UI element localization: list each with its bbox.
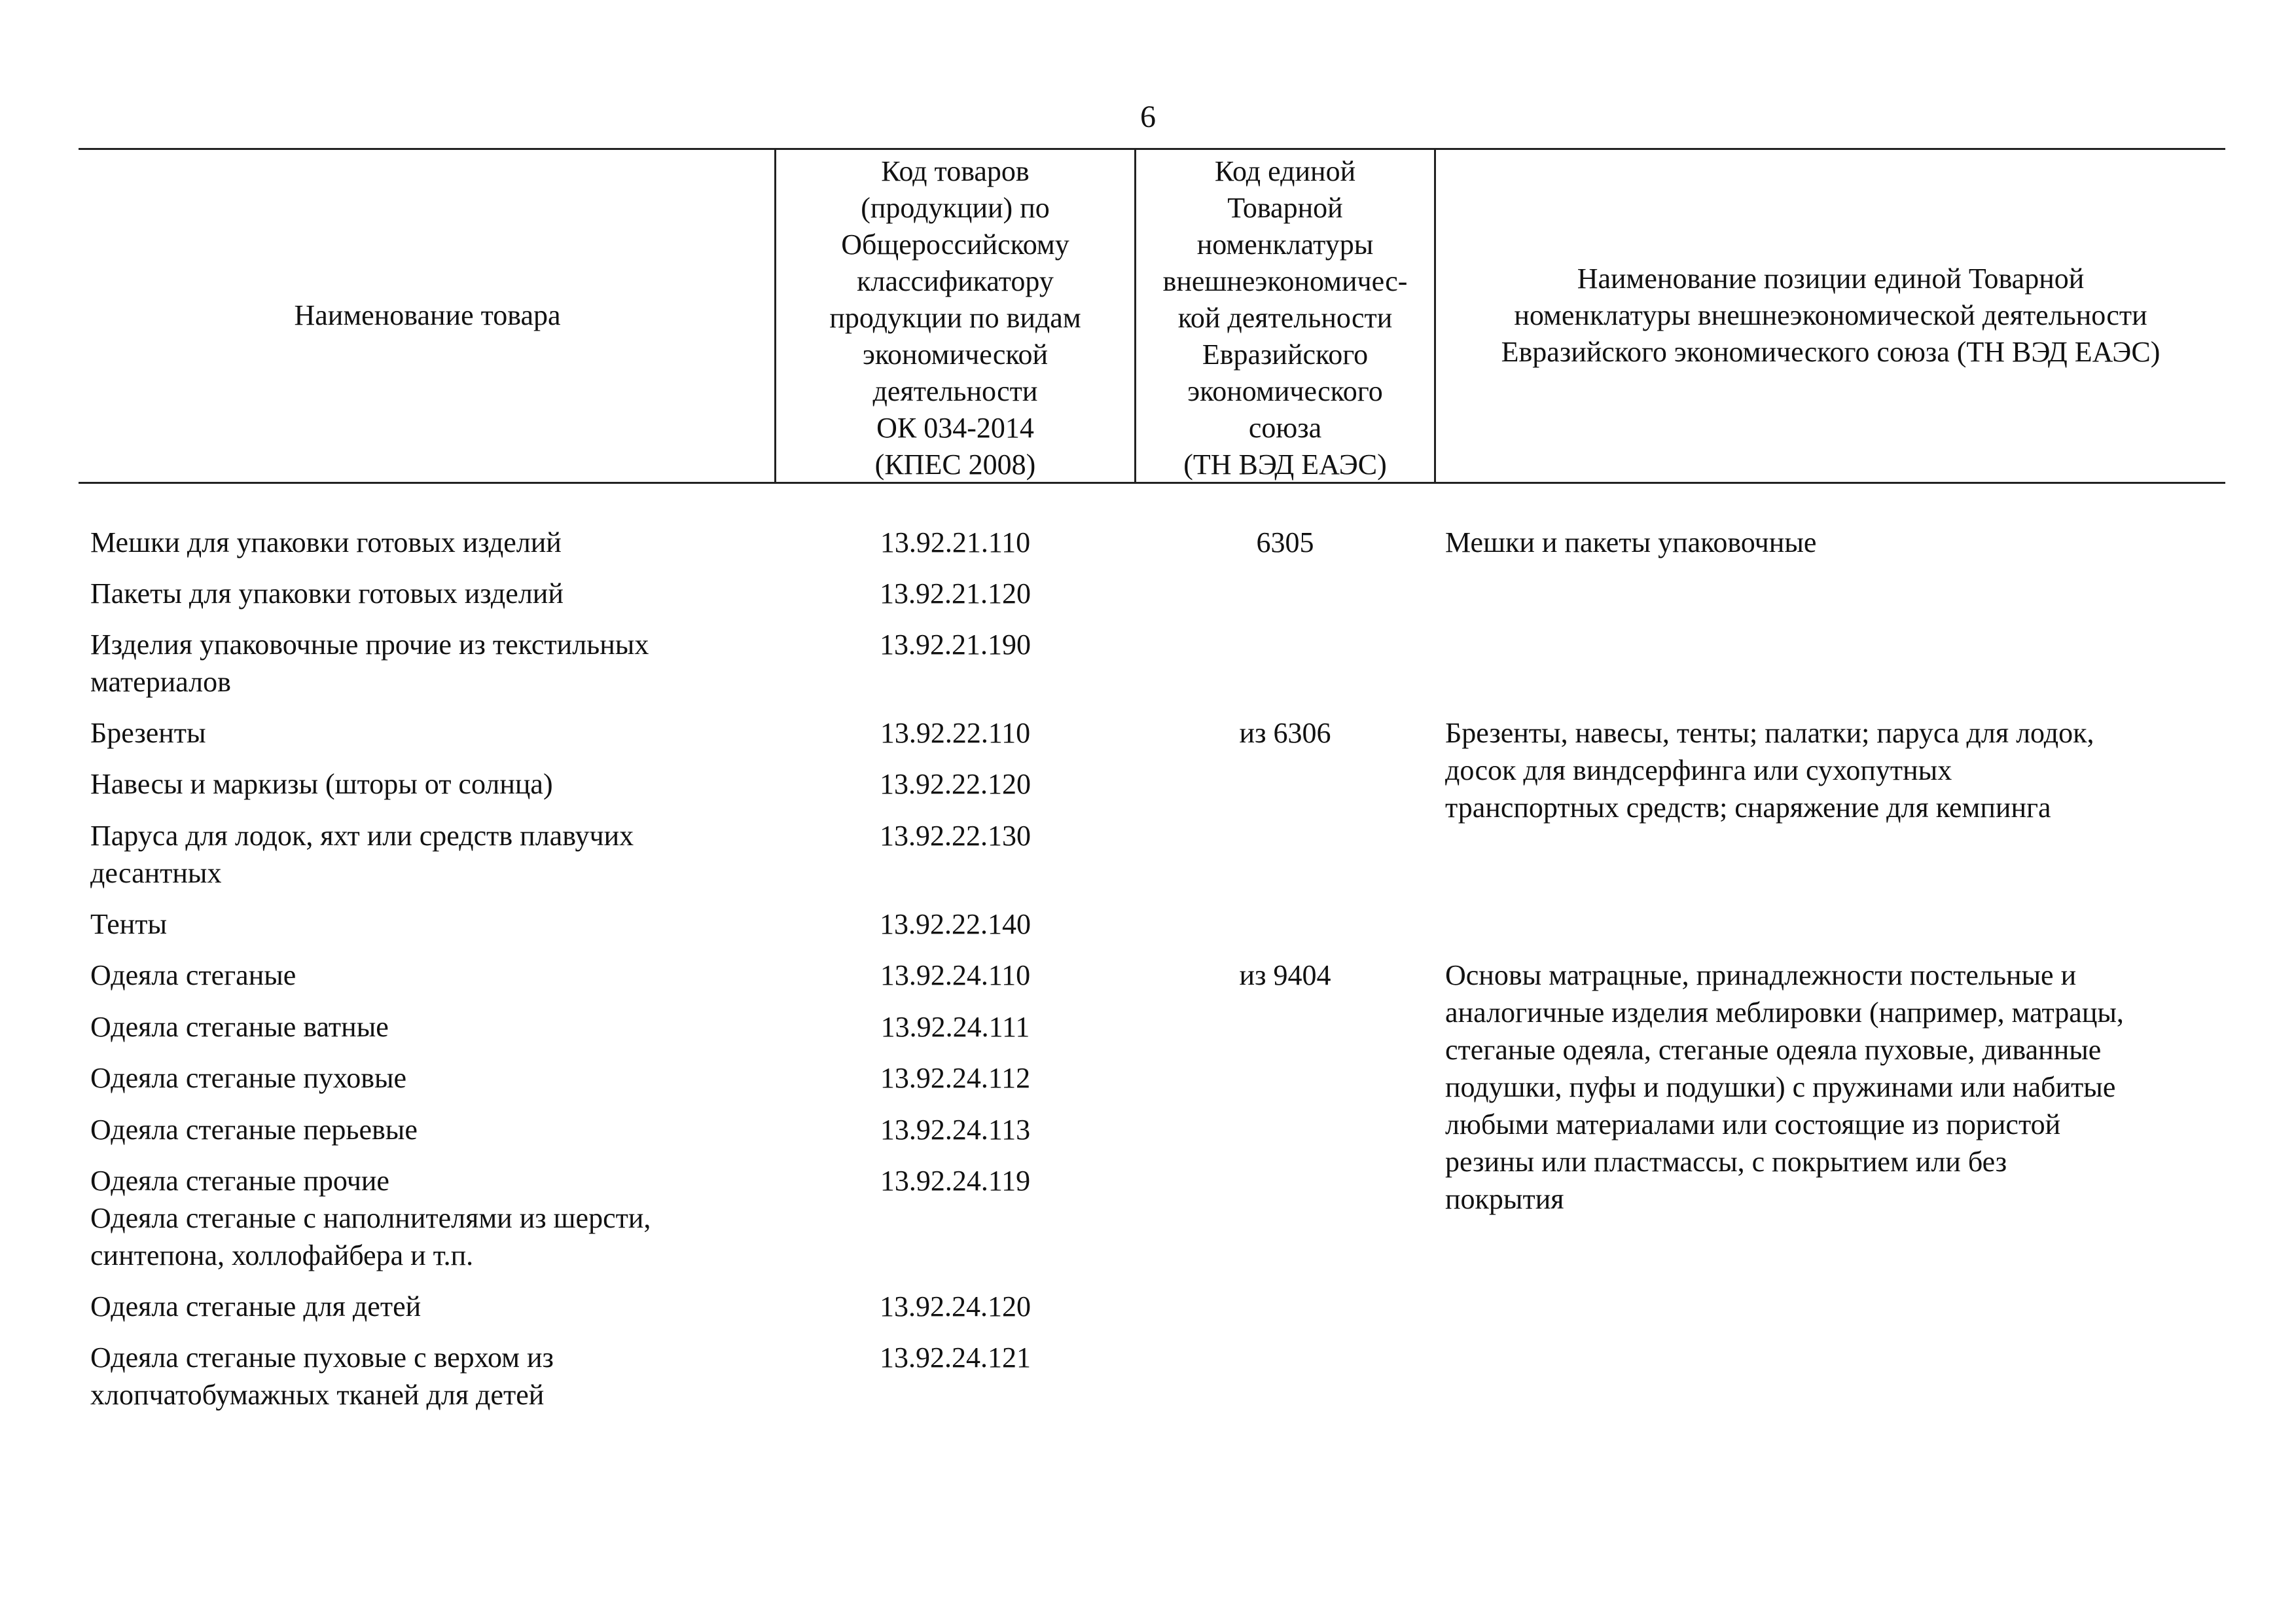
table-row-name: Одеяла стеганые для детей bbox=[90, 1290, 422, 1322]
table-row-name: Одеяла стеганые перьевые bbox=[90, 1114, 418, 1146]
table-row-okpd: 13.92.24.113 bbox=[880, 1114, 1031, 1146]
table-row-name: Одеяла стеганые пуховые с верхом из хлопчатобумажных тканей для детей bbox=[90, 1341, 554, 1411]
table-row-name: Мешки для упаковки готовых изделий bbox=[90, 526, 562, 558]
table-row-okpd: 13.92.24.110 bbox=[880, 959, 1031, 991]
group-tnved-description: Основы матрацные, принадлежности постельные и аналогичные изделия меблировки (например, матрацы, стеганые одеяла, стеганые одеяла пуховые, диванные подушки, пуфы и подушки) с пружинами или набитые любыми материалами или состоящие из пористой резины или пластмассы, с покрытием или без покрытия bbox=[1445, 959, 2124, 1215]
table-row-name: Одеяла стеганые ватные bbox=[90, 1011, 389, 1043]
table-row-okpd: 13.92.22.140 bbox=[880, 908, 1031, 940]
table-row-okpd: 13.92.24.121 bbox=[880, 1341, 1031, 1374]
table-row-name: Паруса для лодок, яхт или средств плавучих десантных bbox=[90, 820, 634, 889]
table-row-name: Одеяла стеганые пуховые bbox=[90, 1062, 407, 1094]
group-tnved-description: Брезенты, навесы, тенты; палатки; паруса для лодок, досок для виндсерфинга или сухопутных транспортных средств; снаряжение для кемпинга bbox=[1445, 717, 2094, 824]
group-tnved-code: из 9404 bbox=[1239, 959, 1331, 991]
table-row-name: Брезенты bbox=[90, 717, 206, 749]
group-tnved-code: 6305 bbox=[1256, 526, 1314, 558]
table-row-name: Тенты bbox=[90, 908, 168, 940]
table-row-okpd: 13.92.22.120 bbox=[880, 768, 1031, 800]
table-row-okpd: 13.92.24.112 bbox=[880, 1062, 1031, 1094]
table-row-name: Изделия упаковочные прочие из текстильных материалов bbox=[90, 629, 649, 698]
table-row-name: Пакеты для упаковки готовых изделий bbox=[90, 577, 564, 610]
table-row-okpd: 13.92.22.130 bbox=[880, 820, 1031, 852]
table-row-name: Одеяла стеганые прочие Одеяла стеганые с наполнителями из шерсти, синтепона, холлофайбера и т.п. bbox=[90, 1165, 651, 1271]
header-product-name: Наименование товара bbox=[294, 299, 561, 331]
table-row-okpd: 13.92.21.120 bbox=[880, 577, 1031, 610]
table-row-okpd: 13.92.21.110 bbox=[880, 526, 1031, 558]
header-tnved-code: Код единой Товарной номенклатуры внешнеэкономичес- кой деятельности Евразийского экономического союза (ТН ВЭД ЕАЭС) bbox=[1162, 155, 1408, 481]
table-row-okpd: 13.92.24.111 bbox=[880, 1011, 1030, 1043]
header-tnved-position-name: Наименование позиции единой Товарной номенклатуры внешнеэкономической деятельности Евразийского экономического союза (ТН ВЭД ЕАЭС) bbox=[1501, 263, 2161, 368]
page-number: 6 bbox=[1140, 100, 1156, 134]
group-tnved-description: Мешки и пакеты упаковочные bbox=[1445, 526, 1817, 558]
table-row-okpd: 13.92.24.119 bbox=[880, 1165, 1031, 1197]
group-tnved-code: из 6306 bbox=[1239, 717, 1331, 749]
table-row-okpd: 13.92.22.110 bbox=[880, 717, 1031, 749]
header-okpd-code: Код товаров (продукции) по Общероссийскому классификатору продукции по видам экономической деятельности ОК 034-2014 (КПЕС 2008) bbox=[829, 155, 1081, 481]
table-row-okpd: 13.92.21.190 bbox=[880, 629, 1031, 661]
table-row-name: Одеяла стеганые bbox=[90, 959, 296, 991]
table-row-name: Навесы и маркизы (шторы от солнца) bbox=[90, 768, 553, 800]
header-bottom-rule bbox=[79, 482, 2225, 484]
table-row-okpd: 13.92.24.120 bbox=[880, 1290, 1031, 1322]
